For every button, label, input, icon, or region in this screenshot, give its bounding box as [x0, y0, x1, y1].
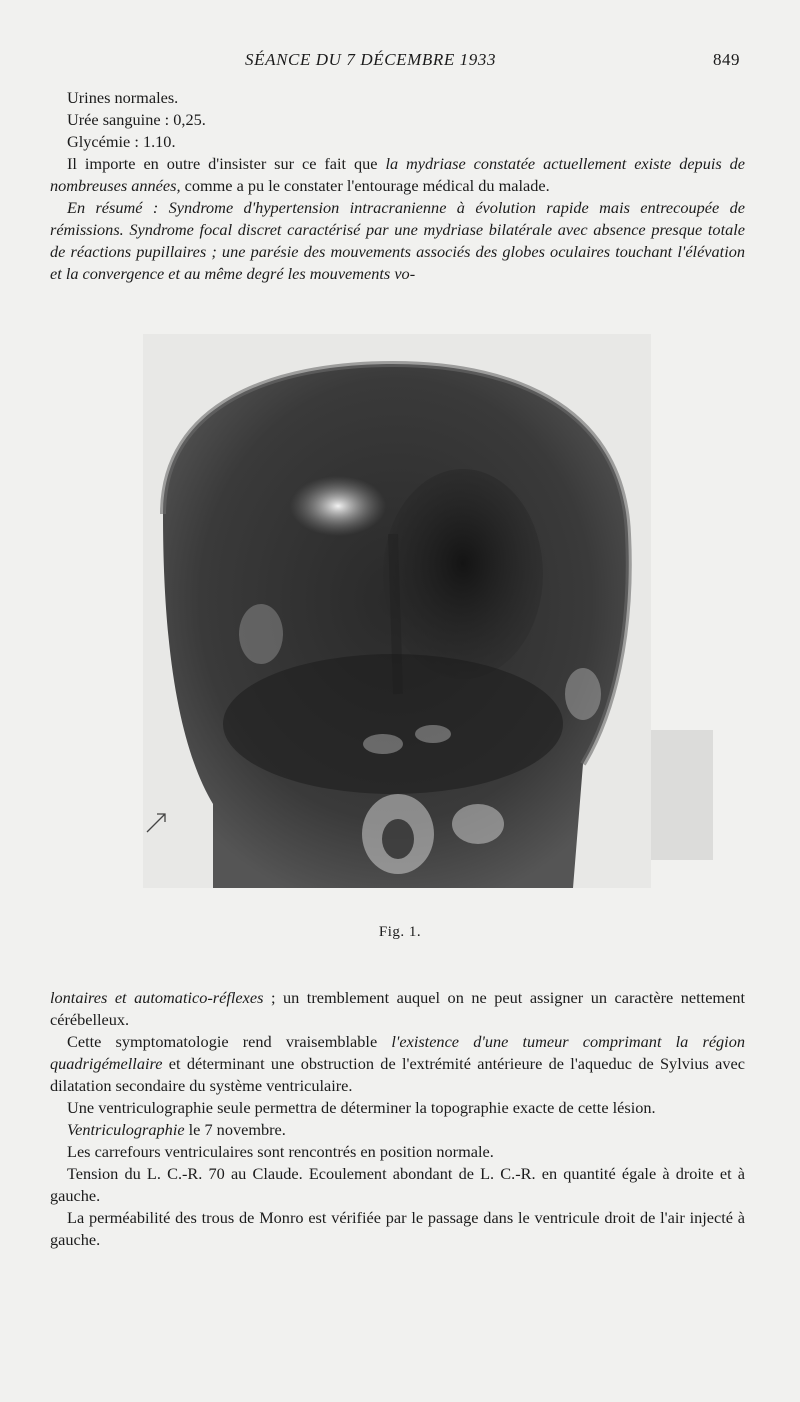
ventriculographie-date-text: le 7 novembre.: [184, 1120, 286, 1139]
paragraph-permeabilite: La perméabilité des trous de Monro est vérifiée par le passage dans le ventricule droit de l'air injecté à gauche.: [50, 1208, 745, 1249]
ventriculographie-italic: Ventriculographie: [67, 1120, 185, 1139]
lontaires-italic: lontaires et automatico-réflexes: [50, 988, 264, 1007]
paragraph-ventriculographie-date: [50, 1119, 745, 1141]
skull-radiograph-image: [143, 334, 651, 888]
paragraph-resume: [50, 197, 745, 285]
paragraph-glycemie: Glycémie : 1.10.: [67, 132, 176, 151]
page-number: 849: [713, 50, 740, 69]
mydriase-text-italic: la mydriase constatée actuellement existe depuis de nombreuses années,: [50, 154, 745, 195]
symptomatologie-italic: l'existence d'une tumeur comprimant la région quadrigémellaire: [50, 1032, 745, 1073]
paragraph-carrefours: Les carrefours ventriculaires sont rencontrés en position normale.: [67, 1142, 494, 1161]
mydriase-text-c: comme a pu le constater l'entourage médical du malade.: [180, 176, 550, 195]
paragraph-uree: Urée sanguine : 0,25.: [67, 110, 206, 129]
symptomatologie-text-c: et déterminant une obstruction de l'extrémité antérieure de l'aqueduc de Sylvius avec dilatation secondaire du système ventriculaire.: [50, 1054, 745, 1095]
text-block-bottom: [50, 987, 745, 1251]
paragraph-lontaires: [50, 987, 745, 1031]
lontaires-text: ; un tremblement auquel on ne peut assigner un caractère nettement cérébelleux.: [50, 988, 745, 1029]
figure-caption: Fig. 1.: [378, 924, 422, 940]
paragraph-symptomatologie: [50, 1031, 745, 1097]
paragraph-mydriase: [50, 153, 745, 197]
paragraph-tension: Tension du L. C.-R. 70 au Claude. Ecoulement abondant de L. C.-R. en quantité égale à droite et à gauche.: [50, 1164, 745, 1205]
paragraph-urines: Urines normales.: [67, 88, 179, 107]
running-header: [60, 50, 740, 74]
pointer-arrow-icon: [145, 808, 169, 834]
text-block-top: [50, 87, 745, 285]
paragraph-ventriculographie-seule: Une ventriculographie seule permettra de déterminer la topographie exacte de cette lésion.: [67, 1098, 656, 1117]
mydriase-text-a: Il importe en outre d'insister sur ce fait que: [67, 154, 386, 173]
xray-figure: [143, 334, 651, 888]
running-title: SÉANCE DU 7 DÉCEMBRE 1933: [245, 50, 497, 69]
figure-edge-shadow: [651, 730, 713, 860]
symptomatologie-text-a: Cette symptomatologie rend vraisemblable: [67, 1032, 392, 1051]
resume-text: En résumé : Syndrome d'hypertension intracranienne à évolution rapide mais entrecoupée de rémissions. Syndrome focal discret caractérisé par une mydriase bilatérale avec absence presque totale de réactions pupillaires ; une parésie des mouvements associés des globes oculaires touchant l'élévation et la convergence et au même degré les mouvements vo-: [50, 198, 745, 283]
